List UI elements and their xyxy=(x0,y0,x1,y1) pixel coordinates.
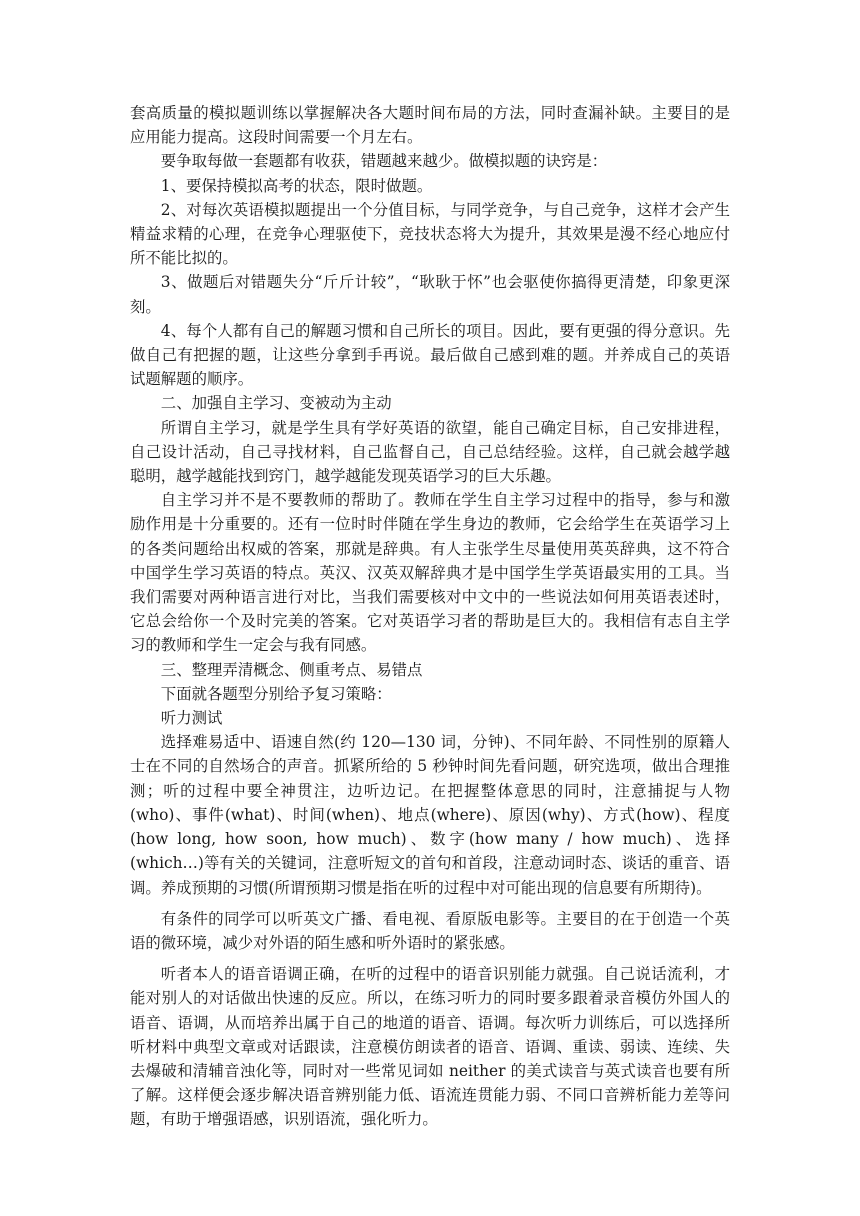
document-body xyxy=(130,101,730,1132)
paragraph-self-study: 所谓自主学习，就是学生具有学好英语的欲望，能自己确定目标，自己安排进程，自己设计活动，自己寻找材料，自己监督自己，自己总结经验。这样，自己就会越学越聪明，越学越能找到窍门，越学越能发现英语学习的巨大乐趣。 xyxy=(130,418,730,486)
paragraph-listening-environment: 有条件的同学可以听英文广播、看电视、看原版电影等。主要目的在于创造一个英语的微环境，减少对外语的陌生感和听外语时的紧张感。 xyxy=(130,909,730,952)
paragraph-listening-material: 选择难易适中、语速自然(约 120—130 词，分钟)、不同年龄、不同性别的原籍人士在不同的自然场合的声音。抓紧所给的 5 秒钟时间先看问题，研究选项，做出合理推测；听的过程中要全神贯注，边听边记。在把握整体意思的同时，注意捕捉与人物(who)、事件(what)、时间(when)、地点(where)、原因(why)、方式(how)、程度(how long, how soon, how much)、数字(how many / how much)、选择(which…)等有关的关键词，注意听短文的首句和首段，注意动词时态、谈话的重音、语调。养成预期的习惯(所谓预期习惯是指在听的过程中对可能出现的信息要有所期待)。 xyxy=(130,733,730,897)
paragraph-mock-tips-intro: 要争取每做一套题都有收获，错题越来越少。做模拟题的诀窍是： xyxy=(160,152,608,171)
paragraph-dictionary: 自主学习并不是不要教师的帮助了。教师在学生自主学习过程中的指导，参与和激励作用是十分重要的。还有一位时时伴随在学生身边的教师，它会给学生在英语学习上的各类问题给出权威的答案，那就是辞典。有人主张学生尽量使用英英辞典，这不符合中国学生学习英语的特点。英汉、汉英双解辞典才是中国学生学英语最实用的工具。当我们需要对两种语言进行对比，当我们需要核对中文中的一些说法如何用英语表述时，它总会给你一个及时完美的答案。它对英语学习者的帮助是巨大的。我相信有志自主学习的教师和学生一定会与我有同感。 xyxy=(130,491,730,655)
paragraph-continuation: 套高质量的模拟题训练以掌握解决各大题时间布局的方法，同时查漏补缺。主要目的是应用能力提高。这段时间需要一个月左右。 xyxy=(130,104,730,147)
paragraph-tip-2: 2、对每次英语模拟题提出一个分值目标，与同学竞争，与自己竞争，这样才会产生精益求精的心理，在竞争心理驱使下，竞技状态将大为提升，其效果是漫不经心地应付所不能比拟的。 xyxy=(130,200,730,268)
section-heading-2: 二、加强自主学习、变被动为主动 xyxy=(160,394,392,413)
paragraph-pronunciation: 听者本人的语音语调正确，在听的过程中的语音识别能力就强。自己说话流利，才能对别人的对话做出快速的反应。所以，在练习听力的同时要多跟着录音模仿外国人的语音、语调，从而培养出属于自己的地道的语音、语调。每次听力训练后，可以选择所听材料中典型文章或对话跟读，注意模仿朗读者的语音、语调、重读、弱读、连续、失去爆破和清辅音浊化等，同时对一些常见词如 neither 的美式读音与英式读音也要有所了解。这样便会逐步解决语音辨别能力低、语流连贯能力弱、不同口音辨析能力差等问题，有助于增强语感，识别语流，强化听力。 xyxy=(130,965,730,1129)
paragraph-strategy-intro: 下面就各题型分别给予复习策略： xyxy=(160,684,392,703)
paragraph-tip-4: 4、每个人都有自己的解题习惯和自己所长的项目。因此，要有更强的得分意识。先做自己有把握的题，让这些分拿到手再说。最后做自己感到难的题。并养成自己的英语试题解题的顺序。 xyxy=(130,321,730,389)
section-heading-3: 三、整理弄清概念、侧重考点、易错点 xyxy=(160,660,423,679)
paragraph-tip-1: 1、要保持模拟高考的状态，限时做题。 xyxy=(160,176,433,195)
paragraph-tip-3: 3、做题后对错题失分“斤斤计较”，“耿耿于怀”也会驱使你搞得更清楚，印象更深刻。 xyxy=(130,273,730,316)
subheading-listening: 听力测试 xyxy=(160,709,223,728)
